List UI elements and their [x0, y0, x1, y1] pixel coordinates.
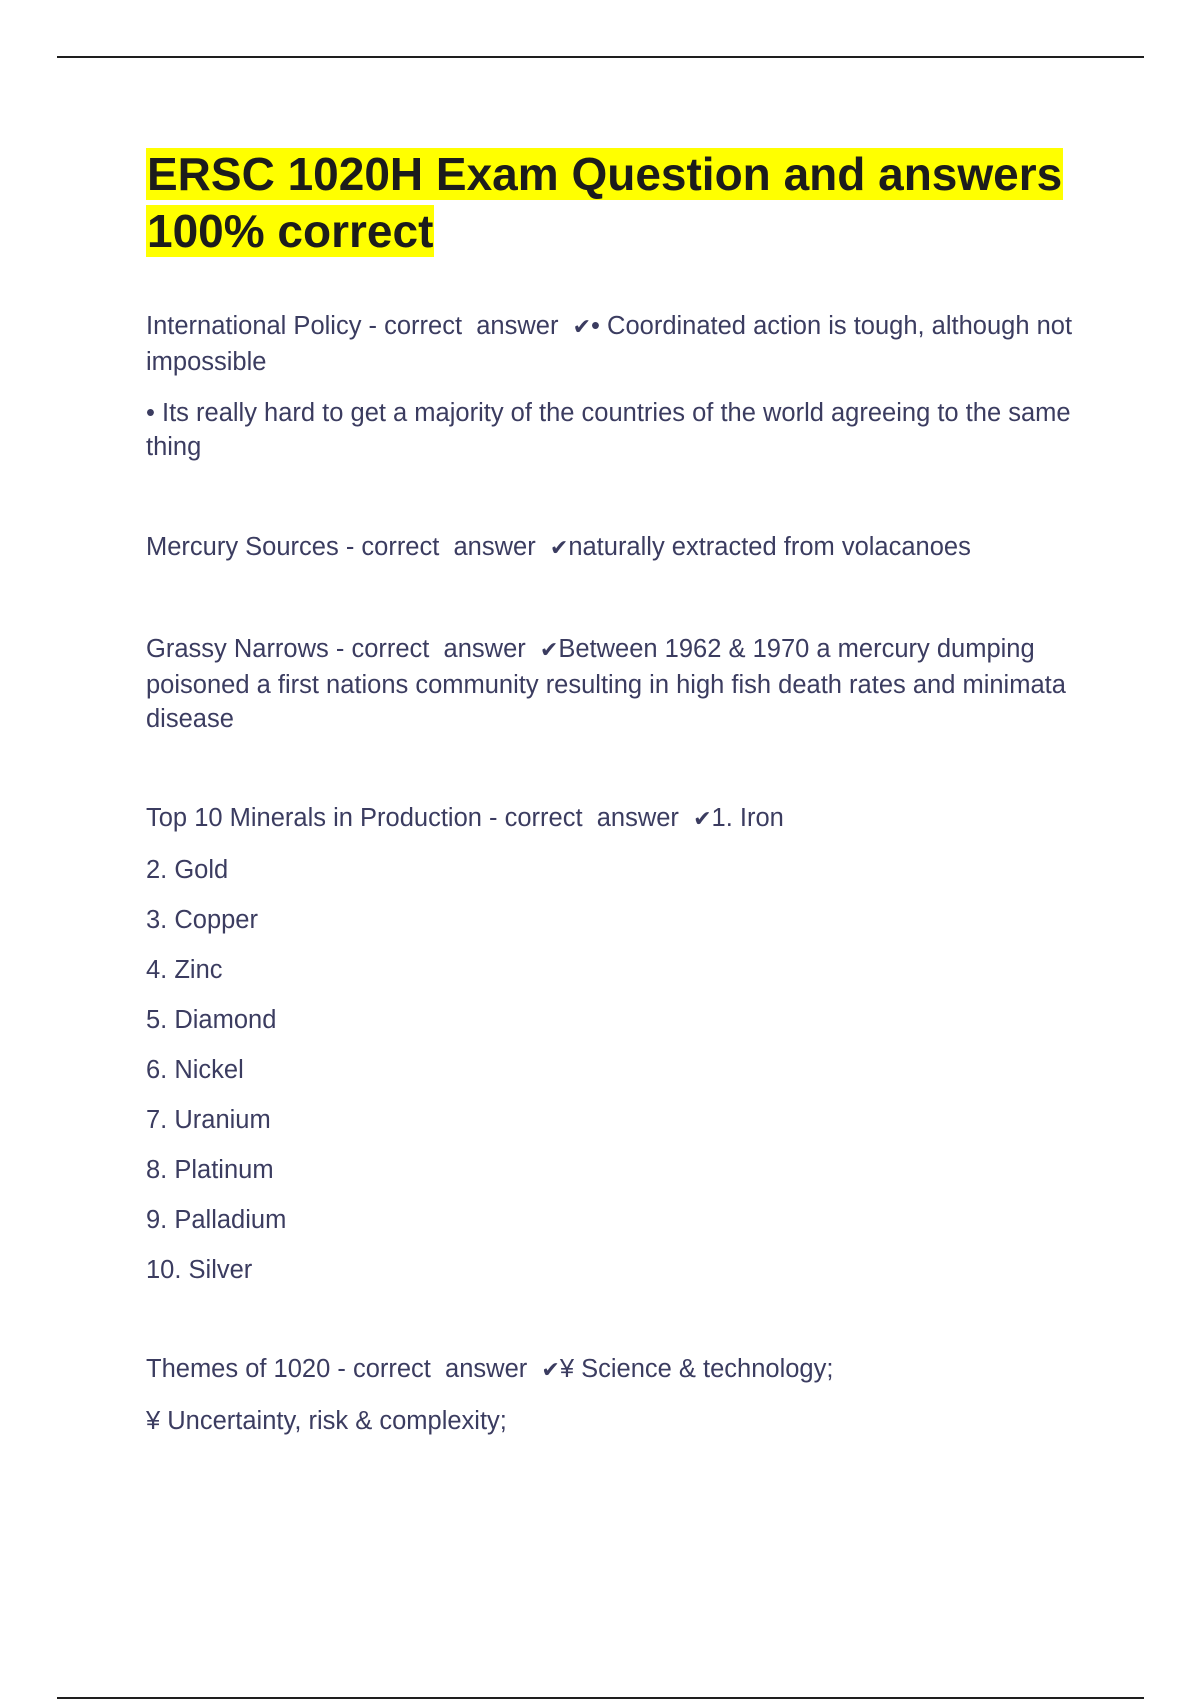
qa-term: Mercury Sources [146, 533, 339, 561]
qa-line [146, 309, 1086, 379]
qa-international-policy [146, 309, 1086, 464]
list-item: 5. Diamond [146, 1006, 277, 1034]
qa-answer-continued: • Its really hard to get a majority of the countries of the world agreeing to the same thing [146, 399, 1071, 461]
qa-separator: - correct answer [338, 533, 550, 561]
qa-separator: - correct answer [481, 804, 694, 832]
qa-line [146, 1352, 1086, 1388]
qa-grassy-narrows [146, 632, 1086, 736]
list-item: 9. Palladium [146, 1206, 287, 1234]
check-mark-icon: ✔ [539, 638, 559, 663]
document-title [146, 146, 1086, 260]
list-item: 7. Uranium [146, 1106, 271, 1134]
qa-answer: Between 1962 & 1970 a mercury dumping poisoned a first nations community resulting in high fish death rates and minimata disease [146, 635, 1066, 733]
document-body [146, 146, 1086, 1438]
check-mark-icon: ✔ [693, 807, 712, 832]
qa-term: Themes of 1020 [146, 1355, 331, 1383]
qa-line [146, 801, 1086, 837]
qa-line [146, 530, 1086, 566]
check-mark-icon: ✔ [572, 315, 592, 340]
check-mark-icon: ✔ [541, 1358, 560, 1383]
document-title-text: ERSC 1020H Exam Question and answers 100% correct [147, 148, 1063, 257]
qa-separator: - correct answer [330, 1355, 542, 1383]
qa-answer: ¥ Science & technology; [559, 1355, 834, 1383]
list-item: 10. Silver [146, 1256, 253, 1284]
list-item: 4. Zinc [146, 956, 223, 984]
qa-separator: - correct answer [361, 312, 573, 340]
check-mark-icon: ✔ [549, 536, 569, 561]
list-item: ¥ Uncertainty, risk & complexity; [146, 1407, 507, 1435]
qa-themes [146, 1352, 1086, 1438]
qa-mercury-sources [146, 530, 1086, 566]
list-item: 3. Copper [146, 906, 258, 934]
qa-line [146, 632, 1086, 736]
qa-answer: naturally extracted from volacanoes [568, 533, 971, 561]
qa-term: International Policy [146, 312, 362, 340]
qa-answer: • Coordinated action is tough, although not impossible [146, 312, 1073, 376]
list-item: 2. Gold [146, 856, 229, 884]
list-item: 6. Nickel [146, 1056, 244, 1084]
top-rule [57, 56, 1144, 58]
qa-top-minerals [146, 801, 1086, 1287]
qa-term: Top 10 Minerals in Production [146, 804, 482, 832]
qa-answer: 1. Iron [711, 804, 784, 832]
bottom-rule [57, 1697, 1144, 1699]
list-item: 8. Platinum [146, 1156, 274, 1184]
qa-separator: - correct answer [328, 635, 540, 663]
qa-term: Grassy Narrows [146, 635, 329, 663]
